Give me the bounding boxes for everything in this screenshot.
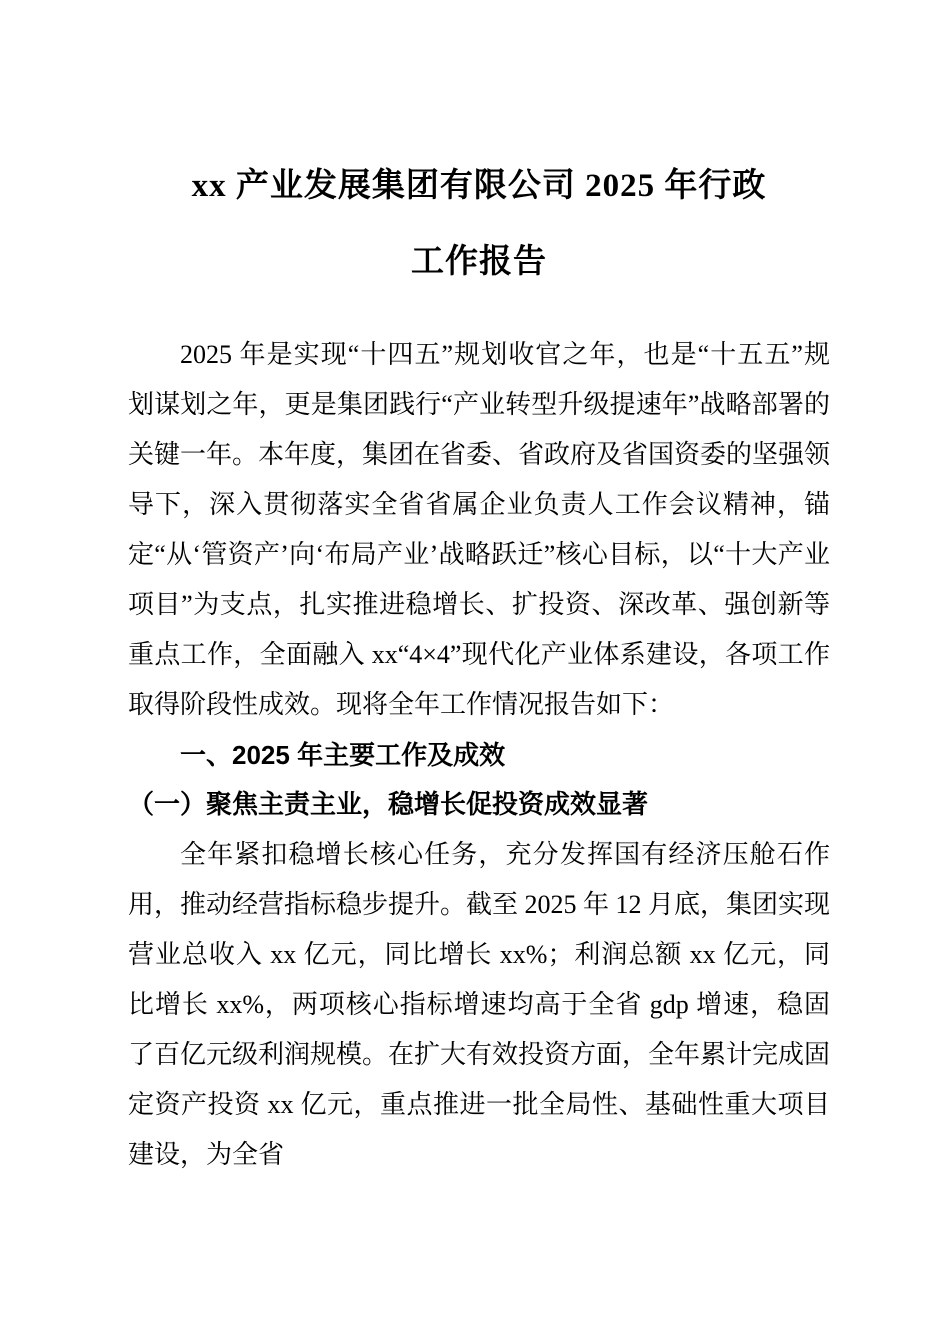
document-title-line1: xx 产业发展集团有限公司 2025 年行政 — [191, 168, 767, 204]
document-title — [128, 148, 830, 300]
paragraph-introduction: 2025 年是实现“十四五”规划收官之年，也是“十五五”规划谋划之年，更是集团践行“产业转型升级提速年”战略部署的关键一年。本年度，集团在省委、省政府及省国资委的坚强领导下，深入贯彻落实全省省属企业负责人工作会议精神，锚定“从‘管资产’向‘布局产业’战略跃迁”核心目标，以“十大产业项目”为支点，扎实推进稳增长、扩投资、深改革、强创新等重点工作，全面融入 xx“4×4”现代化产业体系建设，各项工作取得阶段性成效。现将全年工作情况报告如下： — [128, 340, 831, 719]
section-heading-main-work: 一、2025 年主要工作及成效 — [180, 740, 506, 770]
paragraph-achievements: 全年紧扣稳增长核心任务，充分发挥国有经济压舱石作用，推动经营指标稳步提升。截至 2025 年 12 月底，集团实现营业总收入 xx 亿元，同比增长 xx%；利润总额 xx 亿元，同比增长 xx%，两项核心指标增速均高于全省 gdp 增速，稳固了百亿元级利润规模。在扩大有效投资方面，全年累计完成固定资产投资 xx 亿元，重点推进一批全局性、基础性重大项目建设，为全省 — [128, 840, 831, 1169]
subsection-heading-growth-investment: （一）聚焦主责主业，稳增长促投资成效显著 — [128, 790, 649, 819]
document-title-line2: 工作报告 — [411, 244, 547, 280]
